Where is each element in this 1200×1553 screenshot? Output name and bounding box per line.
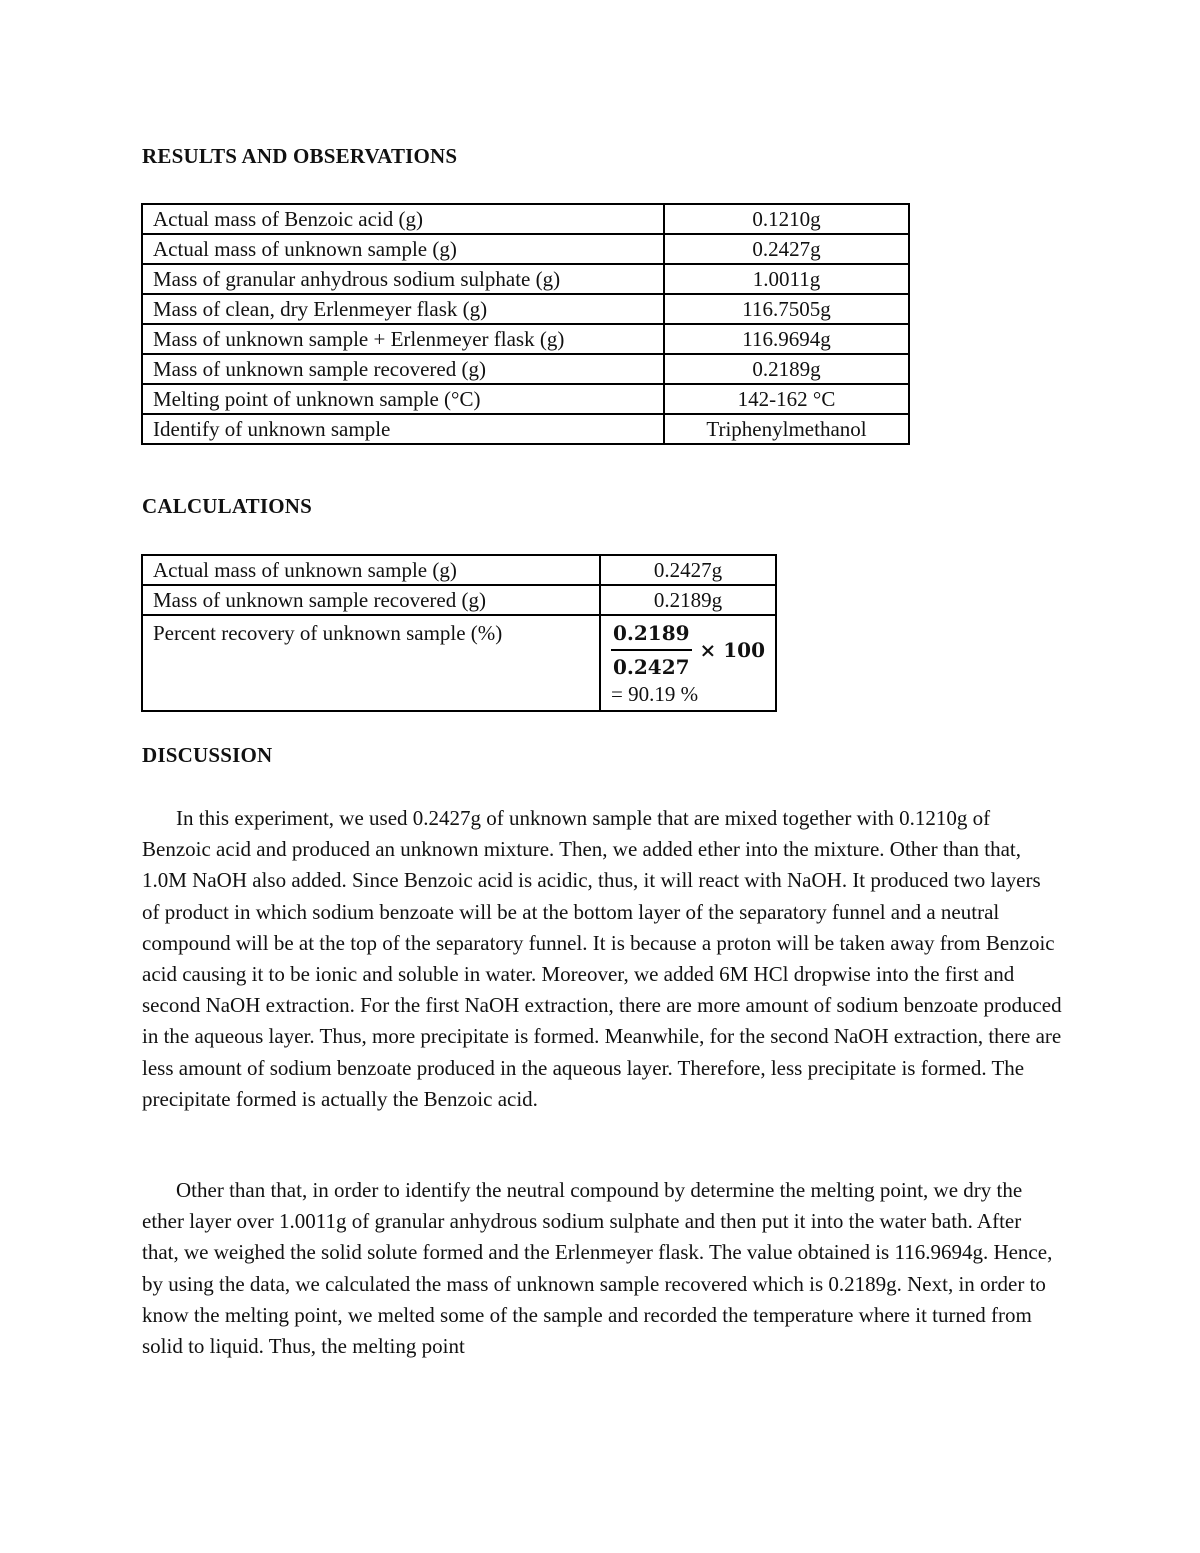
- table-row: [142, 354, 909, 384]
- table-row: [142, 204, 909, 234]
- row-value: Triphenylmethanol: [664, 414, 909, 444]
- results-table: [141, 203, 910, 445]
- row-label: Melting point of unknown sample (°C): [142, 384, 664, 414]
- row-value: 0.2427g: [600, 555, 776, 585]
- row-label: Mass of clean, dry Erlenmeyer flask (g): [142, 294, 664, 324]
- row-value: 0.2189g: [664, 354, 909, 384]
- multiplier: × 100: [699, 638, 765, 662]
- fraction-numerator: 0.2189: [612, 621, 690, 645]
- table-row: [142, 555, 776, 585]
- table-row: [142, 294, 909, 324]
- percent-recovery-label: Percent recovery of unknown sample (%): [142, 615, 600, 711]
- row-label: Mass of unknown sample recovered (g): [142, 585, 600, 615]
- row-label: Mass of unknown sample recovered (g): [142, 354, 664, 384]
- row-value: 0.1210g: [664, 204, 909, 234]
- row-label: Actual mass of unknown sample (g): [142, 555, 600, 585]
- row-label: Identify of unknown sample: [142, 414, 664, 444]
- row-label: Actual mass of unknown sample (g): [142, 234, 664, 264]
- table-row: [142, 264, 909, 294]
- row-value: 116.9694g: [664, 324, 909, 354]
- row-value: 1.0011g: [664, 264, 909, 294]
- fraction: [611, 620, 692, 680]
- results-heading: RESULTS AND OBSERVATIONS: [142, 144, 458, 168]
- row-value: 116.7505g: [664, 294, 909, 324]
- discussion-paragraph: In this experiment, we used 0.2427g of unknown sample that are mixed together with 0.1210g of Benzoic acid and produced an unknown mixture. Then, we added ether into the mixture. Other than that, 1.0M NaOH also added. Since Benzoic acid is acidic, thus, it will react with NaOH. It produced two layers of product in which sodium benzoate will be at the bottom layer of the separatory funnel and a neutral compound will be at the top of the separatory funnel. It is because a proton will be taken away from Benzoic acid causing it to be ionic and soluble in water. Moreover, we added 6M HCl dropwise into the first and second NaOH extraction. For the first NaOH extraction, there are more amount of sodium benzoate produced in the aqueous layer. Thus, more precipitate is formed. Meanwhile, for the second NaOH extraction, there are less amount of sodium benzoate produced in the aqueous layer. Therefore, less precipitate is formed. The precipitate formed is actually the Benzoic acid.: [142, 806, 1062, 1111]
- table-row: [142, 234, 909, 264]
- fraction-bar: [611, 649, 692, 651]
- row-value: 0.2189g: [600, 585, 776, 615]
- table-row: [142, 414, 909, 444]
- fraction-expression: [611, 620, 765, 680]
- percent-recovery-formula: [600, 615, 776, 711]
- discussion-paragraph: Other than that, in order to identify the neutral compound by determine the melting point, we dry the ether layer over 1.0011g of granular anhydrous sodium sulphate and then put it into the water bath. After that, we weighed the solid solute formed and the Erlenmeyer flask. The value obtained is 116.9694g. Hence, by using the data, we calculated the mass of unknown sample recovered which is 0.2189g. Next, in order to know the melting point, we melted some of the sample and recorded the temperature where it turned from solid to liquid. Thus, the melting point: [142, 1178, 1053, 1359]
- table-row: [142, 324, 909, 354]
- row-value: 142-162 °C: [664, 384, 909, 414]
- table-row: [142, 615, 776, 711]
- row-label: Actual mass of Benzoic acid (g): [142, 204, 664, 234]
- row-label: Mass of granular anhydrous sodium sulphate (g): [142, 264, 664, 294]
- fraction-denominator: 0.2427: [612, 655, 690, 679]
- table-row: [142, 585, 776, 615]
- percent-recovery-result: = 90.19 %: [610, 682, 699, 706]
- calculations-table: [141, 554, 777, 712]
- row-value: 0.2427g: [664, 234, 909, 264]
- table-row: [142, 384, 909, 414]
- discussion-heading: DISCUSSION: [142, 743, 273, 767]
- row-label: Mass of unknown sample + Erlenmeyer flask (g): [142, 324, 664, 354]
- calculations-heading: CALCULATIONS: [142, 494, 313, 518]
